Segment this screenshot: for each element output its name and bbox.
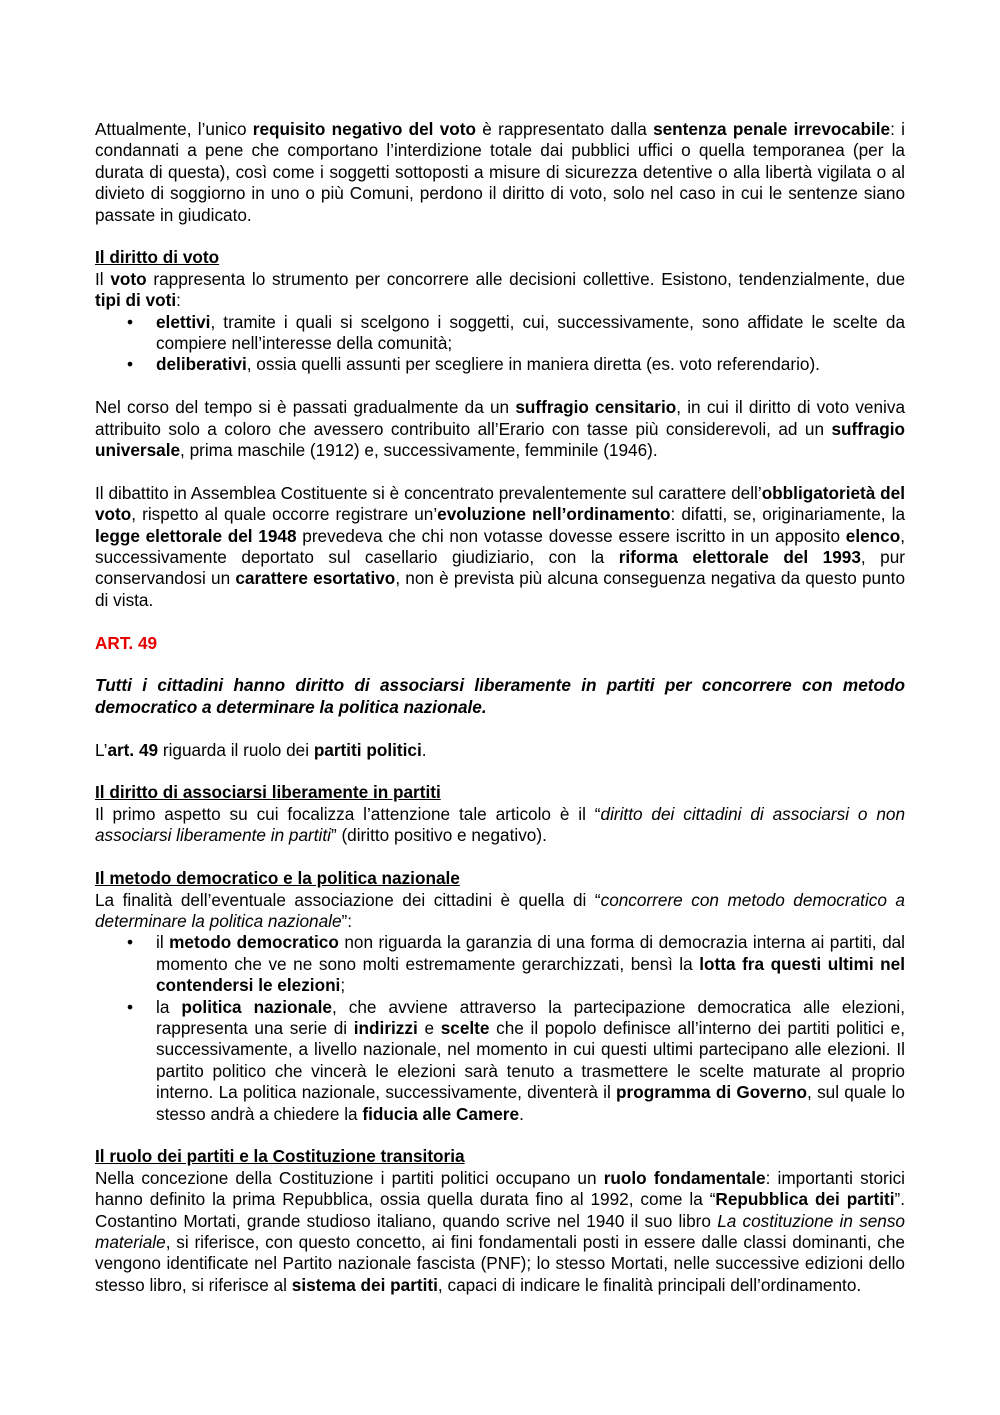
text-run: non riguarda la garanzia di una forma di democrazia interna ai partiti, dal momento che ve ne sono molti estremamente gerarchizzati, bensì la [156,932,906,974]
list-item [95,932,905,996]
text-run: : i condannati a pene che comportano l’interdizione totale dai pubblici uffici o quella temporanea (per la durata di questa), così come i soggetti sottoposti a misure di sicurezza detentive o alla libertà vigilata o al divieto di soggiorno in uno o più Comuni, perdono il diritto di voto, solo nel caso in cui le sentenze siano passate in giudicato. [95,119,905,225]
text-run: . [421,739,427,760]
paragraph-finalita [95,890,905,933]
text-run: , in cui il diritto di voto veniva attribuito solo a coloro che avessero contribuito all’Erario con tasse più considerevoli, ad un [95,397,906,439]
text-run: Nel corso del tempo si è passati gradualmente da un [95,397,516,418]
article-title: ART. 49 [95,632,158,653]
text-run: Il dibattito in Assemblea Costituente si è concentrato prevalentemente sul carattere dell’ [95,482,762,503]
text-run: ” (diritto positivo e negativo). [330,825,547,846]
bold-term: fiducia alle Camere [362,1103,520,1124]
bold-term: art. 49 [107,739,159,760]
bold-term: obbligatorietà del voto [95,482,905,525]
paragraph-obbligatorieta [95,483,905,611]
bold-term: riforma elettorale del 1993 [618,547,861,568]
bold-term: lotta fra questi ultimi nel contendersi le elezioni [156,953,905,996]
text-run: : importanti storici hanno definito la prima Repubblica, ossia quella durata fino al 1992, come la “ [95,1167,905,1210]
text-run: , prima maschile (1912) e, successivamente, femminile (1946). [180,440,658,461]
bold-term: suffragio universale [95,418,905,461]
text-run: , capaci di indicare le finalità principali dell’ordinamento. [437,1274,862,1295]
bold-term: indirizzi [353,1017,418,1038]
text-run: , sul quale lo stesso andrà a chiedere la [156,1082,905,1124]
section-heading-diritto-di-voto: Il diritto di voto [95,247,220,268]
list-item [95,997,905,1125]
section-heading-metodo-democratico: Il metodo democratico e la politica nazionale [95,868,460,889]
bold-term: carattere esortativo [235,568,396,589]
bold-term: ruolo fondamentale [603,1167,766,1188]
bold-term: partiti politici [313,739,422,760]
text-run: è rappresentato dalla [476,119,654,139]
paragraph-associarsi [95,804,905,847]
text-run: , successivamente deportato sul casellario giudiziario, con la [95,525,905,568]
text-run: , non è prevista più alcuna conseguenza negativa da questo punto di vista. [95,568,906,610]
text-run: Il primo aspetto su cui focalizza l’attenzione tale articolo è il “ [95,803,601,824]
bold-term: requisito negativo del voto [252,119,476,139]
text-run: ”: [341,910,352,931]
list-item [95,312,905,355]
article-quote: Tutti i cittadini hanno diritto di associarsi liberamente in partiti per concorrere con metodo democratico a determinare la politica nazionale. [95,675,905,717]
italic-book-title: La costituzione in senso materiale [95,1210,905,1252]
bold-term: scelte [440,1017,490,1038]
text-run: rappresenta lo strumento per concorrere alle decisioni collettive. Esistono, tendenzialmente, due [146,268,906,289]
bold-term: elenco [845,525,901,546]
bold-term: programma di Governo [616,1082,808,1103]
bold-term: voto [110,268,147,289]
bold-term: suffragio censitario [515,397,677,418]
bold-term: Repubblica dei partiti [715,1189,895,1210]
bold-term: deliberativi [156,354,247,375]
text-run: la [156,996,182,1017]
bullet-list-tipi-di-voti [95,312,905,376]
bold-term: metodo democratico [169,932,339,953]
bullet-icon: • [126,932,134,953]
list-item [95,354,905,375]
text-run: , pur conservandosi un [95,547,905,589]
text-run: il [156,932,170,953]
text-run: . [519,1103,524,1124]
bold-term: sentenza penale irrevocabile [653,119,891,139]
text-run: , tramite i quali si scelgono i soggetti, cui, successivamente, sono affidate le scelte da compiere nell’interesse della comunità; [156,311,905,354]
text-run: La finalità dell’eventuale associazione dei cittadini è quella di “ [95,889,601,910]
text-run: , che avviene attraverso la partecipazione democratica alle elezioni, rappresenta una serie di [156,996,905,1038]
paragraph-art-49 [95,740,905,761]
bullet-list-metodo [95,932,905,1125]
text-run: , rispetto al quale occorre registrare un’ [131,504,438,525]
text-run: : [176,290,181,311]
bullet-icon: • [126,996,134,1017]
text-run: prevedeva che chi non votasse dovesse essere iscritto in un apposito [296,525,846,546]
text-run: e [417,1017,441,1038]
bold-term: legge elettorale del 1948 [95,525,297,546]
text-run: ”. Costantino Mortati, grande studioso italiano, quando scrive nel 1940 il suo libro [95,1189,905,1231]
text-run: Attualmente, l’unico [95,119,253,139]
italic-quote: concorrere con metodo democratico a determinare la politica nazionale [95,889,905,931]
section-heading-associarsi: Il diritto di associarsi liberamente in partiti [95,782,441,803]
bold-term: sistema dei partiti [291,1274,438,1295]
text-run: riguarda il ruolo dei [158,739,314,760]
document-body [95,119,905,1296]
text-run: L’ [95,739,108,760]
bold-term: tipi di voti [95,290,177,311]
paragraph-suffragio [95,397,905,461]
bullet-icon: • [126,354,134,375]
text-run: Il [95,268,111,289]
text-run: , ossia quelli assunti per scegliere in maniera diretta (es. voto referendario). [246,354,820,375]
paragraph-voto [95,269,905,312]
text-run: ; [340,975,346,996]
text-run: : difatti, se, originariamente, la [670,504,905,525]
text-run: che il popolo definisce all’interno dei partiti politici e, successivamente, a livello nazionale, nel momento in cui questi ultimi partecipano alle elezioni. Il partito politico che vincerà le elezioni sarà tenuto a trasmettere le scelte maturate al proprio interno. La politica nazionale, successivamente, diventerà il [156,1017,906,1103]
paragraph-requisito-negativo [95,119,905,226]
bold-term: elettivi [156,311,211,332]
paragraph-ruolo-partiti [95,1168,905,1296]
bullet-icon: • [126,311,134,332]
bold-term: evoluzione nell’ordinamento [437,504,671,525]
text-run: Nella concezione della Costituzione i partiti politici occupano un [95,1167,604,1188]
text-run: , si riferisce, con questo concetto, ai fini fondamentali posti in essere dalle classi dominanti, che vengono identificate nel Partito nazionale fascista (PNF); lo stesso Mortati, nelle successive edizioni dello stesso libro, si riferisce al [95,1231,905,1295]
section-heading-ruolo-partiti: Il ruolo dei partiti e la Costituzione transitoria [95,1146,465,1167]
italic-quote: diritto dei cittadini di associarsi o non associarsi liberamente in partiti [95,803,906,846]
bold-term: politica nazionale [181,996,332,1017]
